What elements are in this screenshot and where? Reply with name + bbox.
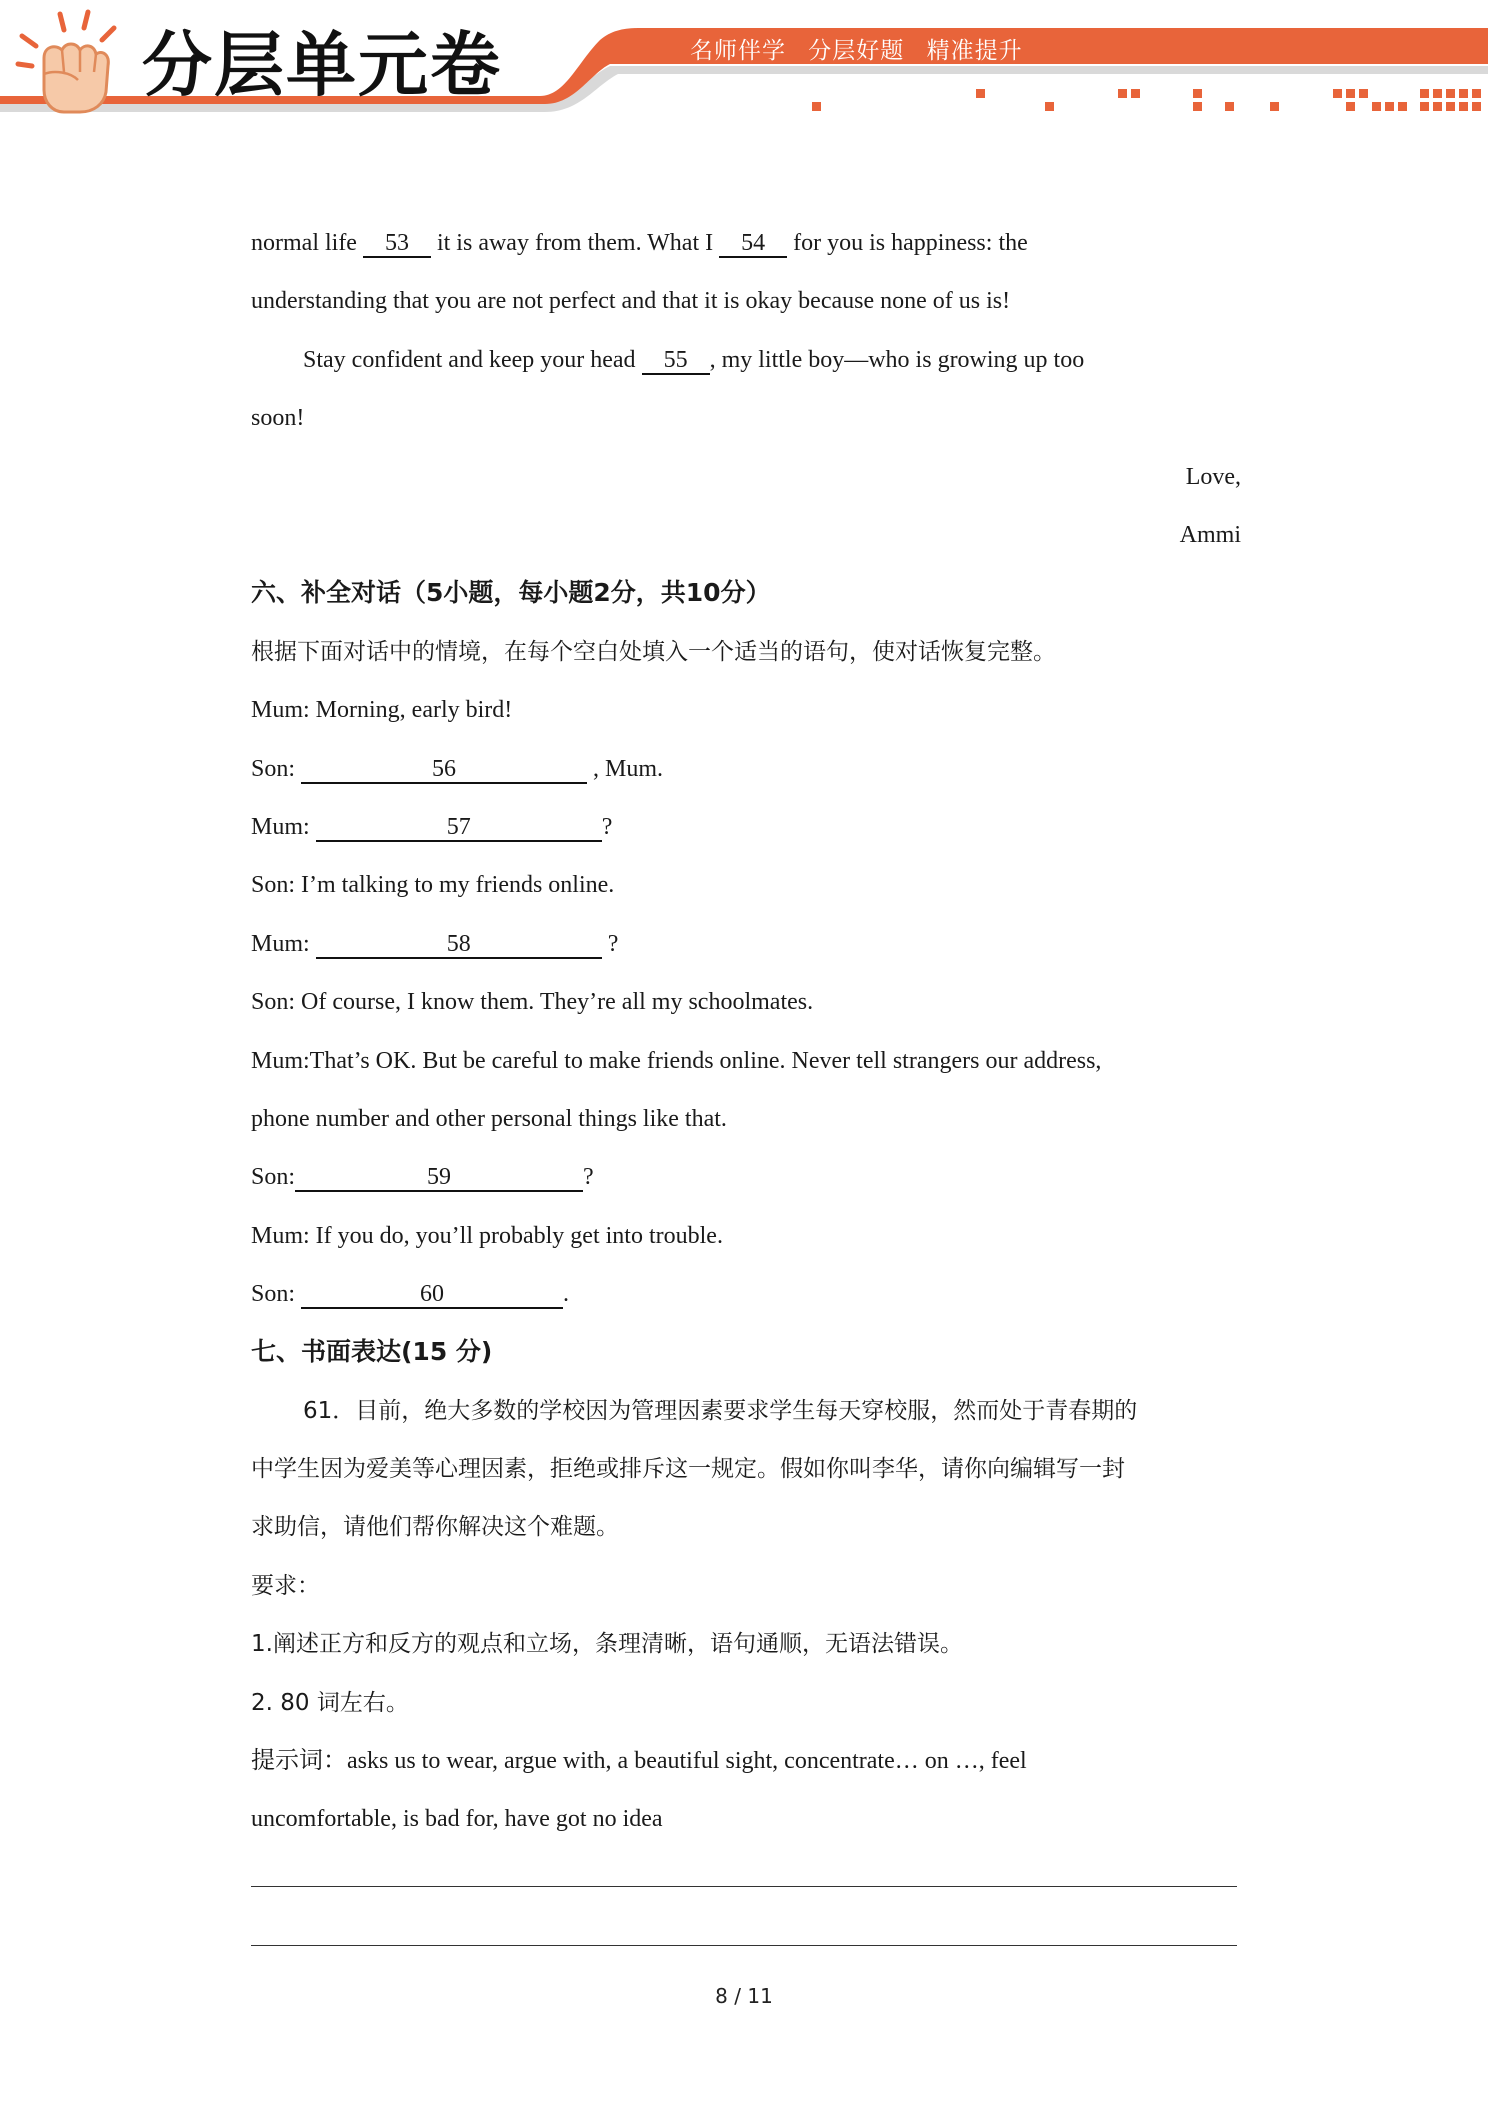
text: Son: (251, 1164, 296, 1190)
text: ? (583, 1164, 594, 1190)
blank-53: 53 (363, 230, 431, 258)
requirement-1: 1.阐述正方和反方的观点和立场，条理清晰，语句通顺，无语法错误。 (251, 1631, 963, 1657)
text: Son: (251, 756, 302, 782)
dialogue-line-11 (251, 1278, 569, 1310)
header-slogan: 名师伴学 分层好题 精准提升 (690, 38, 1023, 64)
section6-instruction: 根据下面对话中的情境，在每个空白处填入一个适当的语句，使对话恢复完整。 (251, 639, 1056, 665)
dialogue-line-2 (251, 753, 663, 785)
text: for you is happiness: the (787, 230, 1028, 256)
blank-60: 60 (301, 1281, 563, 1309)
blank-58: 58 (316, 931, 602, 959)
dialogue-line-8: phone number and other personal things like that. (251, 1106, 727, 1132)
text: , my little boy—who is growing up too (709, 347, 1085, 373)
requirement-2: 2. 80 词左右。 (251, 1690, 409, 1716)
blank-57: 57 (316, 814, 602, 842)
requirements-label: 要求： (251, 1573, 320, 1599)
letter-closing: Love, (1185, 464, 1241, 490)
section7-title: 七、书面表达(15 分) (251, 1337, 493, 1366)
page-header (0, 0, 1488, 130)
letter-signature: Ammi (1179, 522, 1241, 548)
dialogue-line-4: Son: I’m talking to my friends online. (251, 872, 615, 898)
page-number: 8 / 11 (715, 1984, 773, 2008)
blank-55: 55 (642, 347, 710, 375)
dialogue-line-7: Mum:That’s OK. But be careful to make friends online. Never tell strangers our address, (251, 1048, 1102, 1074)
letter-line-2: understanding that you are not perfect and that it is okay because none of us is! (251, 288, 1011, 314)
text: , Mum. (587, 756, 664, 782)
dialogue-line-5 (251, 928, 618, 960)
text: Mum: (251, 814, 316, 840)
section6-title: 六、补全对话（5小题，每小题2分，共10分） (251, 578, 771, 607)
letter-line-4: soon! (251, 405, 305, 431)
fist-logo-icon (14, 8, 134, 138)
text: Stay confident and keep your head (303, 347, 642, 373)
answer-line (251, 1886, 1237, 1887)
prompt-line-1: 61．目前，绝大多数的学校因为管理因素要求学生每天穿校服，然而处于青春期的 (303, 1398, 1138, 1424)
text: ? (601, 814, 613, 840)
letter-line-3 (251, 344, 1084, 376)
text: Son: (251, 1281, 302, 1307)
dialogue-line-3 (251, 811, 612, 843)
dialogue-line-1: Mum: Morning, early bird! (251, 697, 513, 723)
dialogue-line-9 (251, 1161, 594, 1193)
hint-words-line-2: uncomfortable, is bad for, have got no idea (251, 1806, 663, 1832)
prompt-line-2: 中学生因为爱美等心理因素，拒绝或排斥这一规定。假如你叫李华，请你向编辑写一封 (251, 1456, 1125, 1482)
answer-line (251, 1945, 1237, 1946)
dialogue-line-6: Son: Of course, I know them. They’re all my schoolmates. (251, 989, 814, 1015)
blank-54: 54 (719, 230, 787, 258)
prompt-line-3: 求助信，请他们帮你解决这个难题。 (251, 1514, 619, 1540)
dialogue-line-10: Mum: If you do, you’ll probably get into trouble. (251, 1223, 723, 1249)
text: it is away from them. What I (430, 230, 720, 256)
text: normal life (251, 230, 363, 256)
text: . (563, 1281, 570, 1307)
blank-56: 56 (301, 756, 587, 784)
text: ? (601, 931, 619, 957)
text: Mum: (251, 931, 316, 957)
logo-title: 分层单元卷 (142, 24, 502, 106)
blank-59: 59 (295, 1164, 583, 1192)
hint-words-line-1: 提示词：asks us to wear, argue with, a beautiful sight, concentrate… on …, feel (251, 1748, 1027, 1774)
letter-line-1 (251, 227, 1028, 259)
